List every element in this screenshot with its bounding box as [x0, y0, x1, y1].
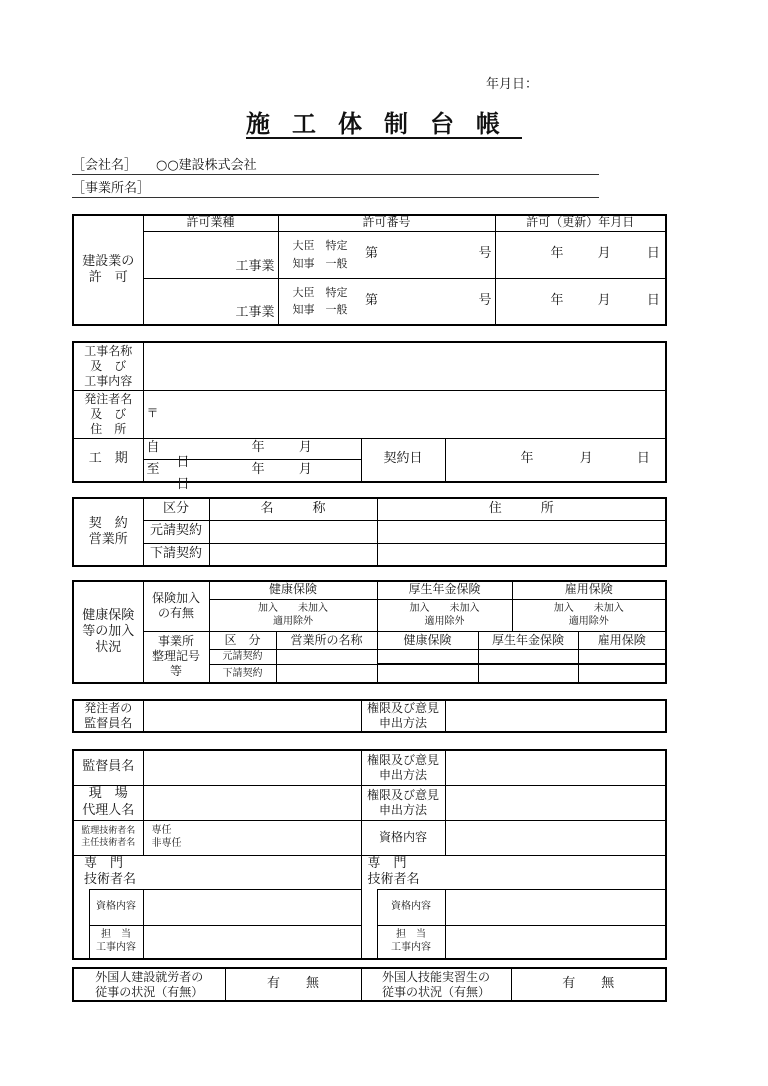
insurance-table — [72, 580, 667, 684]
prime-name-field[interactable] — [209, 520, 377, 543]
month-label: 月 — [579, 451, 593, 467]
grade-line-2: 知事 一般 — [292, 303, 348, 317]
col-employment: 雇用保険 — [512, 581, 666, 599]
contract-date-field[interactable] — [445, 438, 666, 482]
status-line-1: 加入 未加入 — [553, 603, 624, 615]
project-name-field[interactable] — [143, 342, 666, 390]
site-agent-label: 現 場 代理人名 — [73, 785, 143, 820]
sub-work-label: 担 当 工事内容 — [89, 925, 143, 959]
from-label: 自 — [146, 439, 160, 455]
indent-spacer — [73, 889, 89, 925]
permit-number-field[interactable] — [358, 278, 495, 325]
engineer-type-field[interactable]: 専任 非専任 — [143, 820, 361, 855]
supervisor-label: 監督員名 — [73, 750, 143, 785]
col-health-no: 健康保険 — [377, 631, 478, 649]
client-label: 発注者名 及 び 住 所 — [73, 390, 143, 438]
month-label: 月 — [597, 246, 611, 262]
work-type-label[interactable]: 工事業 — [143, 231, 278, 278]
go-label: 号 — [478, 292, 492, 308]
period-to[interactable] — [144, 460, 361, 492]
period-from[interactable] — [144, 439, 361, 470]
dai-label: 第 — [365, 292, 379, 308]
sub-work-label: 担 当 工事内容 — [377, 925, 445, 959]
col-class: 区分 — [143, 498, 209, 520]
day-label: 日 — [176, 476, 190, 492]
month-label: 月 — [298, 461, 312, 477]
status-line-2: 適用除外 — [273, 616, 313, 628]
sub-name-field[interactable] — [209, 543, 377, 566]
sub-qualification-label: 資格内容 — [89, 889, 143, 925]
specialist-label: 専 門 技術者名 — [73, 855, 361, 889]
col-permit-date: 許可（更新）年月日 — [495, 215, 666, 231]
contract-office-table — [72, 497, 667, 567]
enroll-label: 保険加入 の有無 — [143, 581, 209, 631]
authority-label: 権限及び意見 申出方法 — [361, 700, 445, 732]
company-value[interactable]: ○○建設株式会社 — [156, 158, 257, 173]
indent-spacer — [73, 925, 89, 959]
sub-address-field[interactable] — [377, 543, 666, 566]
day-label: 日 — [636, 451, 650, 467]
grade-line-2: 知事 一般 — [292, 256, 348, 270]
date-label: 年月日： — [486, 77, 539, 92]
grade-line-1: 大臣 特定 — [292, 285, 348, 299]
foreign-worker-label: 外国人建設就労者の 従事の状況（有無） — [73, 968, 225, 1001]
day-label: 日 — [646, 246, 660, 262]
specialist-label: 専 門 技術者名 — [361, 855, 666, 889]
foreign-workers-table — [72, 967, 667, 1002]
employment-status[interactable] — [512, 599, 666, 631]
authority-label: 権限及び意見 申出方法 — [361, 785, 445, 820]
company-row — [72, 154, 599, 175]
row-sub-contract: 下請契約 — [143, 543, 209, 566]
sub-qualification-field[interactable] — [445, 889, 666, 925]
insurance-side-label: 健康保険 等の加入 状況 — [73, 581, 143, 683]
permit-date-field[interactable] — [495, 231, 666, 278]
sub-employment[interactable] — [578, 665, 666, 683]
year-label: 年 — [550, 292, 564, 308]
col-pension-no: 厚生年金保険 — [478, 631, 578, 649]
foreign-worker-value[interactable]: 有 無 — [225, 968, 361, 1001]
license-row — [73, 231, 666, 278]
month-label: 月 — [298, 439, 312, 455]
site-agent-field[interactable] — [143, 785, 361, 820]
go-label: 号 — [478, 246, 492, 262]
col-permit-number: 許可番号 — [278, 215, 495, 231]
col-class: 区 分 — [209, 631, 276, 649]
supervisor-field[interactable] — [143, 750, 361, 785]
project-table — [72, 341, 667, 492]
postal-mark: 〒 — [146, 406, 159, 421]
authority-field[interactable] — [445, 785, 666, 820]
col-address: 住 所 — [377, 498, 666, 520]
indent-spacer — [361, 925, 377, 959]
col-office-name: 営業所の名称 — [276, 631, 377, 649]
client-supervisor-field[interactable] — [143, 700, 361, 732]
grade-options[interactable] — [278, 231, 358, 278]
office-row — [72, 177, 599, 198]
indent-spacer — [361, 889, 377, 925]
foreign-trainee-label: 外国人技能実習生の 従事の状況（有無） — [361, 968, 511, 1001]
project-name-label: 工事名称 及 び 工事内容 — [73, 342, 143, 390]
col-permit-type: 許可業種 — [143, 215, 278, 231]
authority-field[interactable] — [445, 750, 666, 785]
prime-health-1[interactable] — [377, 650, 478, 664]
license-row — [73, 278, 666, 325]
permit-date-field[interactable] — [495, 278, 666, 325]
status-line-2: 適用除外 — [424, 616, 465, 628]
status-line-2: 適用除外 — [568, 616, 609, 628]
status-line-1: 加入 未加入 — [409, 603, 480, 615]
sub-work-field[interactable] — [143, 925, 361, 959]
sub-qualification-label: 資格内容 — [377, 889, 445, 925]
to-label: 至 — [146, 461, 160, 477]
office-number-label: 事業所 整理記号 等 — [143, 631, 209, 683]
qualification-field[interactable] — [445, 820, 666, 855]
day-label: 日 — [646, 292, 660, 308]
client-supervisor-table — [72, 699, 667, 733]
prime-address-field[interactable] — [377, 520, 666, 543]
authority-field[interactable] — [445, 700, 666, 732]
license-table — [72, 214, 667, 326]
engineer-label: 監理技術者名 主任技術者名 — [73, 820, 143, 855]
pension-status[interactable] — [377, 599, 512, 631]
period-label: 工 期 — [73, 438, 143, 482]
permit-number-field[interactable] — [358, 231, 495, 278]
grade-options[interactable] — [278, 278, 358, 325]
year-label: 年 — [251, 439, 265, 455]
company-label: ［会社名］ — [72, 158, 138, 173]
health-status[interactable] — [209, 599, 377, 631]
office-side-label: 契 約 営業所 — [73, 498, 143, 566]
sub-office-name[interactable] — [276, 665, 377, 683]
qualification-label: 資格内容 — [361, 820, 445, 855]
sub-qualification-field[interactable] — [143, 889, 361, 925]
dai-label: 第 — [365, 246, 379, 262]
period-field[interactable] — [143, 438, 361, 492]
authority-label: 権限及び意見 申出方法 — [361, 750, 445, 785]
status-line-1: 加入 未加入 — [258, 603, 328, 615]
year-label: 年 — [550, 246, 564, 262]
work-type-label[interactable]: 工事業 — [143, 278, 278, 325]
col-pension: 厚生年金保険 — [377, 581, 512, 599]
row-sub-contract: 下請契約 — [209, 665, 276, 683]
office-label: ［事業所名］ — [72, 181, 151, 196]
row-prime-contract: 元請契約 — [143, 520, 209, 543]
client-supervisor-label: 発注者の 監督員名 — [73, 700, 143, 732]
col-health: 健康保険 — [209, 581, 377, 599]
year-label: 年 — [251, 461, 265, 477]
month-label: 月 — [597, 292, 611, 308]
col-employment-no: 雇用保険 — [578, 631, 666, 649]
sub-pension[interactable] — [478, 665, 578, 683]
client-field[interactable] — [143, 390, 666, 438]
prime-pension-1[interactable] — [478, 650, 578, 664]
staff-table — [72, 749, 667, 960]
foreign-trainee-value[interactable]: 有 無 — [511, 968, 666, 1001]
sub-work-field[interactable] — [445, 925, 666, 959]
contract-date-label: 契約日 — [361, 438, 445, 482]
col-name: 名 称 — [209, 498, 377, 520]
day-label: 日 — [176, 454, 190, 470]
page-title — [0, 104, 768, 139]
row-prime-contract: 元請契約 — [209, 650, 276, 665]
title-text: 施工体制台帳 — [246, 109, 522, 138]
year-label: 年 — [520, 451, 534, 467]
prime-employment-1[interactable] — [578, 650, 666, 664]
prime-office-name[interactable] — [276, 650, 377, 665]
grade-line-1: 大臣 特定 — [292, 238, 348, 252]
license-side-label: 建設業の 許 可 — [73, 215, 143, 325]
sub-health[interactable] — [377, 665, 478, 683]
